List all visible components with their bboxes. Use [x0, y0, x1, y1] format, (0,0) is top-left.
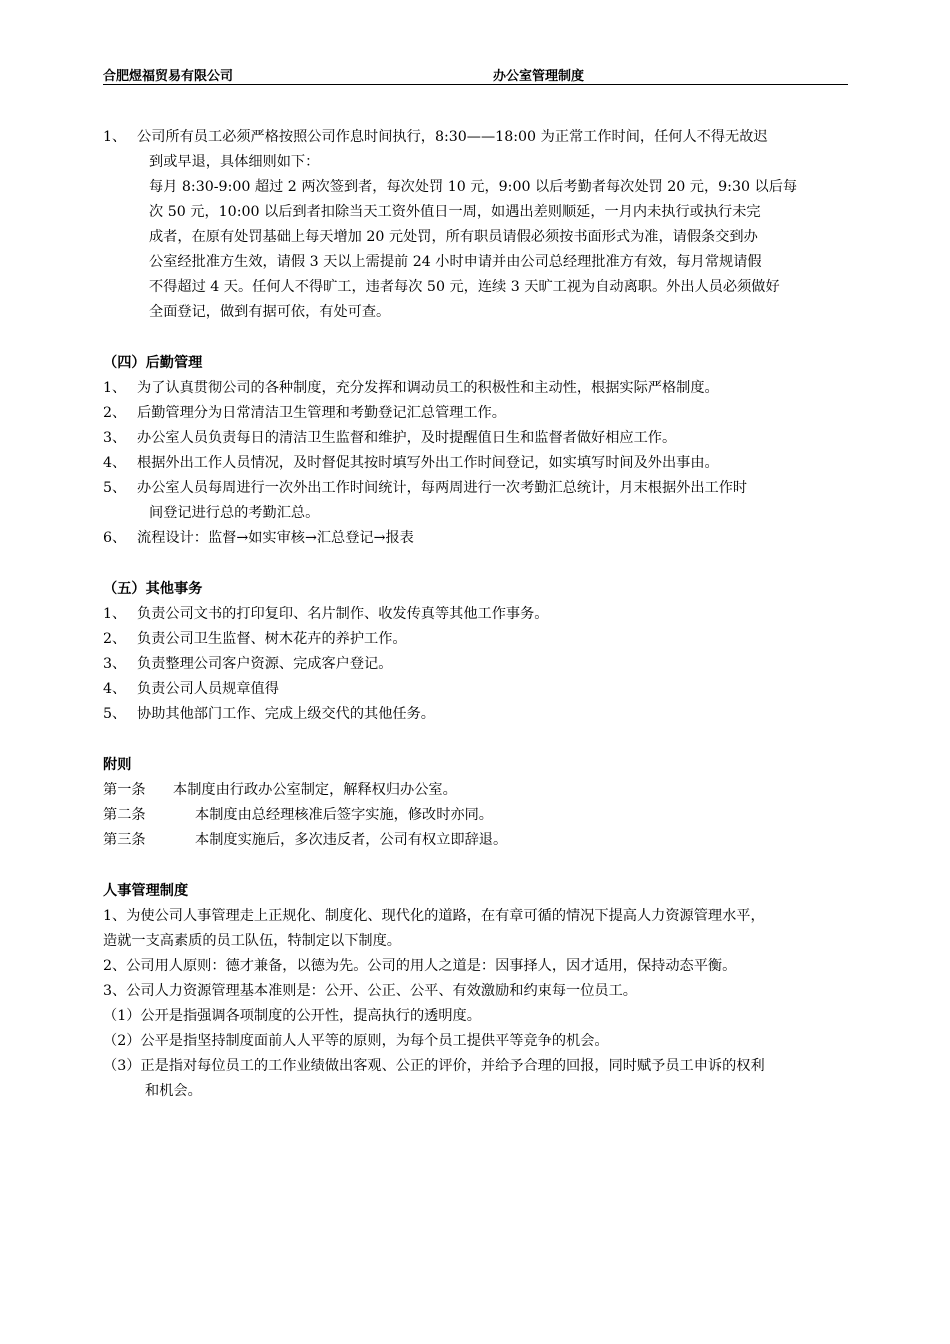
- item-number: 2、: [103, 631, 127, 647]
- hr-sub-item-3-continuation: 和机会。: [145, 1083, 202, 1099]
- list-item: [103, 526, 848, 551]
- section-heading-hr: 人事管理制度: [103, 883, 189, 899]
- hr-sub-item-1: （1）公开是指强调各项制度的公开性，提高执行的透明度。: [103, 1008, 481, 1024]
- article-label: 第三条: [103, 832, 146, 848]
- hr-paragraph-1-continuation: 造就一支高素质的员工队伍，特制定以下制度。: [103, 933, 401, 949]
- list-item: [103, 602, 848, 627]
- list-item: [103, 451, 848, 476]
- attendance-detail-line: 公室经批准方生效，请假 3 天以上需提前 24 小时申请并由公司总经理批准方有效，每月常规请假: [149, 254, 762, 270]
- attendance-rule-line: [103, 125, 848, 150]
- article-item: [103, 778, 848, 803]
- document-title: 办公室管理制度: [493, 69, 585, 84]
- item-number: 1、: [103, 129, 127, 145]
- attendance-detail-line: 不得超过 4 天。任何人不得旷工，违者每次 50 元，连续 3 天旷工视为自动离职。外出人员必须做好: [149, 279, 780, 295]
- attendance-detail-line: 每月 8:30-9:00 超过 2 两次签到者，每次处罚 10 元，9:00 以后考勤者每次处罚 20 元，9:30 以后每: [149, 179, 798, 195]
- attendance-detail-line: 次 50 元，10:00 以后到者扣除当天工资外值日一周，如遇出差则顺延，一月内未执行或执行未完: [149, 204, 761, 220]
- item-text: 根据外出工作人员情况，及时督促其按时填写外出工作时间登记，如实填写时间及外出事由。: [137, 455, 719, 471]
- item-number: 1、: [103, 380, 127, 396]
- list-item: [103, 401, 848, 426]
- item-number: 1、: [103, 606, 127, 622]
- list-item: [103, 426, 848, 451]
- item-text: 负责整理公司客户资源、完成客户登记。: [137, 656, 393, 672]
- hr-paragraph-1: 1、为使公司人事管理走上正规化、制度化、现代化的道路，在有章可循的情况下提高人力资源管理水平，: [103, 908, 765, 924]
- list-item: [103, 702, 848, 727]
- article-label: 第一条: [103, 782, 146, 798]
- section-heading-other: （五）其他事务: [103, 581, 203, 597]
- item-number: 3、: [103, 656, 127, 672]
- item-text: 协助其他部门工作、完成上级交代的其他任务。: [137, 706, 435, 722]
- article-item: [103, 803, 848, 828]
- page-header: [103, 64, 848, 85]
- article-text: 本制度由总经理核准后签字实施，修改时亦同。: [195, 807, 493, 823]
- list-item: [103, 652, 848, 677]
- item-text: 为了认真贯彻公司的各种制度，充分发挥和调动员工的积极性和主动性，根据实际严格制度。: [137, 380, 719, 396]
- attendance-detail-line: 全面登记，做到有据可依，有处可查。: [149, 304, 391, 320]
- item-number: 2、: [103, 405, 127, 421]
- company-name: 合肥煜福贸易有限公司: [103, 69, 234, 84]
- item-text: 负责公司人员规章值得: [137, 681, 279, 697]
- hr-paragraph-2: 2、公司用人原则：德才兼备，以德为先。公司的用人之道是：因事择人，因才适用，保持动态平衡。: [103, 958, 737, 974]
- section-heading-logistics: （四）后勤管理: [103, 355, 203, 371]
- article-label: 第二条: [103, 807, 146, 823]
- item-number: 5、: [103, 480, 127, 496]
- hr-sub-item-3: （3）正是指对每位员工的工作业绩做出客观、公正的评价，并给予合理的回报，同时赋予员工申诉的权利: [103, 1058, 765, 1074]
- list-item: [103, 627, 848, 652]
- attendance-rule-continuation: 到或早退，具体细则如下：: [149, 154, 320, 170]
- item-number: 4、: [103, 681, 127, 697]
- attendance-detail-line: 成者，在原有处罚基础上每天增加 20 元处罚，所有职员请假必须按书面形式为准，请假条交到办: [149, 229, 758, 245]
- list-item: [103, 677, 848, 702]
- attendance-rule-text: 公司所有员工必须严格按照公司作息时间执行，8:30——18:00 为正常工作时间，任何人不得无故迟: [137, 129, 768, 145]
- item-text: 后勤管理分为日常清洁卫生管理和考勤登记汇总管理工作。: [137, 405, 506, 421]
- article-text: 本制度由行政办公室制定，解释权归办公室。: [173, 782, 457, 798]
- list-item-continuation: 间登记进行总的考勤汇总。: [149, 505, 320, 521]
- item-number: 3、: [103, 430, 127, 446]
- item-text: 负责公司卫生监督、树木花卉的养护工作。: [137, 631, 407, 647]
- item-number: 6、: [103, 530, 127, 546]
- hr-sub-item-2: （2）公平是指坚持制度面前人人平等的原则，为每个员工提供平等竞争的机会。: [103, 1033, 609, 1049]
- item-text: 办公室人员负责每日的清洁卫生监督和维护，及时提醒值日生和监督者做好相应工作。: [137, 430, 677, 446]
- article-text: 本制度实施后，多次违反者，公司有权立即辞退。: [195, 832, 508, 848]
- item-text: 流程设计：监督→如实审核→汇总登记→报表: [137, 530, 414, 546]
- item-number: 5、: [103, 706, 127, 722]
- document-body: [103, 125, 848, 1104]
- item-text: 负责公司文书的打印复印、名片制作、收发传真等其他工作事务。: [137, 606, 549, 622]
- article-item: [103, 828, 848, 853]
- hr-paragraph-3: 3、公司人力资源管理基本准则是：公开、公正、公平、有效激励和约束每一位员工。: [103, 983, 637, 999]
- section-heading-appendix: 附则: [103, 757, 132, 773]
- list-item: [103, 376, 848, 401]
- item-text: 办公室人员每周进行一次外出工作时间统计，每两周进行一次考勤汇总统计，月末根据外出工作时: [137, 480, 748, 496]
- item-number: 4、: [103, 455, 127, 471]
- list-item: [103, 476, 848, 501]
